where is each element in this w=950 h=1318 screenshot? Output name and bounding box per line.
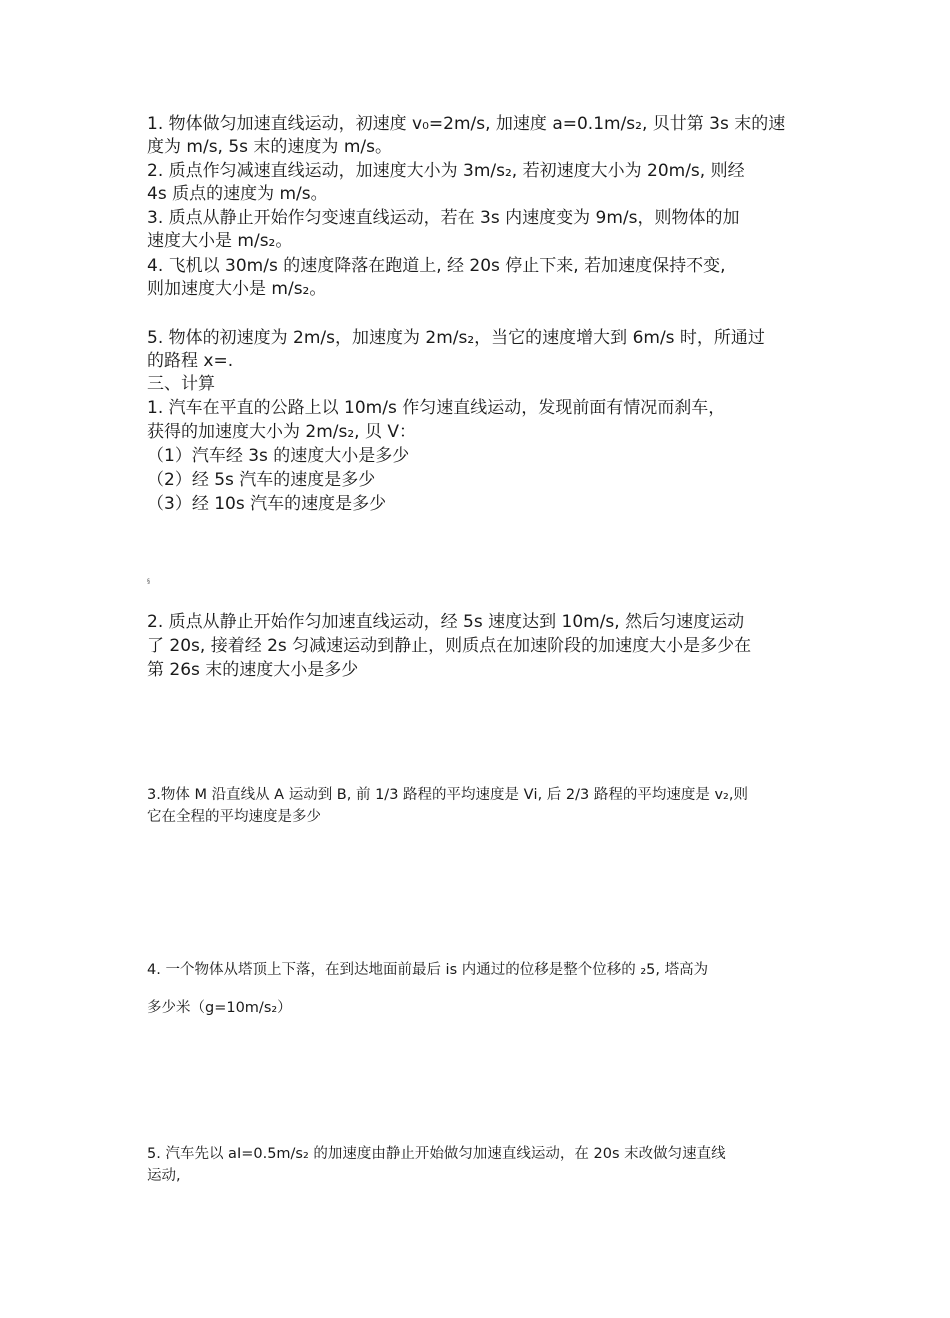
calc-2-line-1: 2. 质点从静止开始作匀加速直线运动，经 5s 速度达到 10m/s, 然后匀速度运动 — [147, 612, 745, 632]
question-2-line-1: 2. 质点作匀减速直线运动，加速度大小为 3m/s₂, 若初速度大小为 20m/s, 则经 — [147, 161, 745, 181]
calc-question-3 — [147, 784, 807, 828]
calc-3-line-1: 3.物体 M 沿直线从 A 运动到 B, 前 1/3 路程的平均速度是 Vⅰ, 后 2/3 路程的平均速度是 v₂,则 — [147, 787, 748, 803]
question-3-line-2: 速度大小是 m/s₂。 — [147, 231, 293, 251]
calc-1-line-1: 1. 汽车在平直的公路上以 10m/s 作匀速直线运动，发现前面有情况而刹车， — [147, 398, 726, 418]
calc-5-line-1: 5. 汽车先以 aⅠ=0.5m/s₂ 的加速度由静止开始做匀加速直线运动，在 20s 末改做匀速直线 — [147, 1146, 726, 1162]
calc-3-line-2: 它在全程的平均速度是多少 — [147, 809, 321, 825]
question-4-line-2: 则加速度大小是 m/s₂。 — [147, 279, 327, 299]
question-1-line-1: 1. 物体做匀加速直线运动，初速度 v₀=2m/s, 加速度 a=0.1m/s₂, 贝廿第 3s 末的速 — [147, 114, 786, 134]
calc-2-line-3: 第 26s 末的速度大小是多少 — [147, 660, 359, 680]
calc-1-sub-item-3: （3）经 10s 汽车的速度是多少 — [147, 494, 387, 514]
question-5-line-1: 5. 物体的初速度为 2m/s，加速度为 2m/s₂，当它的速度增大到 6m/s 时，所通过 — [147, 328, 765, 348]
section-heading: 三、计算 — [147, 374, 215, 394]
calc-question-4-line-1: 4. 一个物体从塔顶上下落，在到达地面前最后 is 内通过的位移是整个位移的 ₂5, 塔高为 — [147, 962, 709, 978]
calc-1-sub-item-1: （1）汽车经 3s 的速度大小是多少 — [147, 446, 410, 466]
question-1 — [147, 113, 807, 159]
question-5 — [147, 327, 807, 373]
calc-question-2 — [147, 610, 807, 682]
stray-mark: § — [147, 578, 150, 585]
question-4-line-1: 4. 飞机以 30m/s 的速度降落在跑道上, 经 20s 停止下来, 若加速度保持不变, — [147, 256, 726, 276]
calc-2-line-2: 了 20s, 接着经 2s 匀减速运动到静止，则质点在加速阶段的加速度大小是多少在 — [147, 636, 752, 656]
calc-question-4-line-2: 多少米（g=10m/s₂） — [147, 1000, 292, 1016]
question-5-line-2: 的路程 x=. — [147, 351, 234, 371]
calc-5-line-2: 运动, — [147, 1168, 181, 1184]
question-2 — [147, 160, 807, 206]
calc-1-sub-item-2: （2）经 5s 汽车的速度是多少 — [147, 470, 376, 490]
question-4 — [147, 255, 807, 301]
question-3 — [147, 207, 807, 253]
calc-question-1 — [147, 396, 807, 516]
calc-question-5 — [147, 1143, 807, 1187]
question-3-line-1: 3. 质点从静止开始作匀变速直线运动，若在 3s 内速度变为 9m/s，则物体的加 — [147, 208, 740, 228]
question-1-line-2: 度为 m/s, 5s 末的速度为 m/s。 — [147, 137, 392, 157]
calc-1-line-2: 获得的加速度大小为 2m/s₂, 贝 V： — [147, 422, 417, 442]
question-2-line-2: 4s 质点的速度为 m/s。 — [147, 184, 328, 204]
